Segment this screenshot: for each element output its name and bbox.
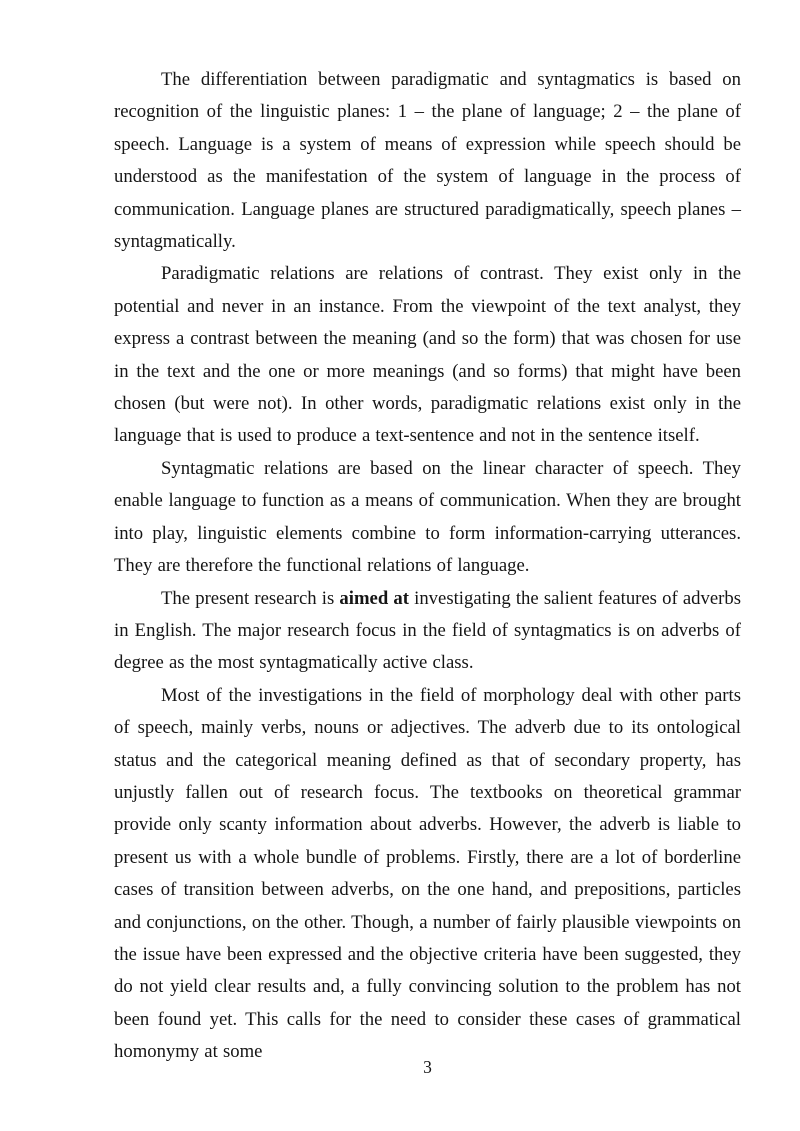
paragraph-present-research-post: investigating the salient features of adverbs in English. The major research focus in the field of syntagmatics is on adverbs of degree as the most syntagmatically active class.: [114, 587, 741, 674]
paragraph-morphology-investigations: Most of the investigations in the field of morphology deal with other parts of speech, mainly verbs, nouns or adjectives. The adverb due to its ontological status and the categorical meaning defined as that of secondary property, has unjustly fallen out of research focus. The textbooks on theoretical grammar provide only scanty information about adverbs. However, the adverb is liable to present us with a whole bundle of problems. Firstly, there are a lot of borderline cases of transition between adverbs, on the one hand, and prepositions, particles and conjunctions, on the other. Though, a number of fairly plausible viewpoints on the issue have been expressed and the objective criteria have been suggested, they do not yield clear results and, a fully convincing solution to the problem has not been found yet. This calls for the need to consider these cases of grammatical homonymy at some: [114, 684, 741, 1063]
page-number: 3: [423, 1057, 432, 1077]
paragraph-differentiation: The differentiation between paradigmatic and syntagmatics is based on recognition of the linguistic planes: 1 – the plane of language; 2 – the plane of speech. Language is a system of means of expression while speech should be understood as the manifestation of the system of language in the process of communication. Language planes are structured paradigmatically, speech planes – syntagmatically.: [114, 69, 741, 253]
paragraph-paradigmatic-relations: Paradigmatic relations are relations of contrast. They exist only in the potential and never in an instance. From the viewpoint of the text analyst, they express a contrast between the meaning (and so the form) that was chosen for use in the text and the one or more meanings (and so forms) that might have been chosen (but were not). In other words, paradigmatic relations exist only in the language that is used to produce a text-sentence and not in the sentence itself.: [114, 263, 741, 447]
paragraph-syntagmatic-relations: Syntagmatic relations are based on the linear character of speech. They enable language to function as a means of communication. When they are brought into play, linguistic elements combine to form information-carrying utterances. They are therefore the functional relations of language.: [114, 457, 741, 577]
paragraph-present-research-pre: The present research is: [161, 587, 340, 609]
paragraph-present-research: [114, 583, 741, 680]
paragraph-present-research-bold: aimed at: [339, 587, 409, 609]
text-block: [114, 64, 741, 1069]
